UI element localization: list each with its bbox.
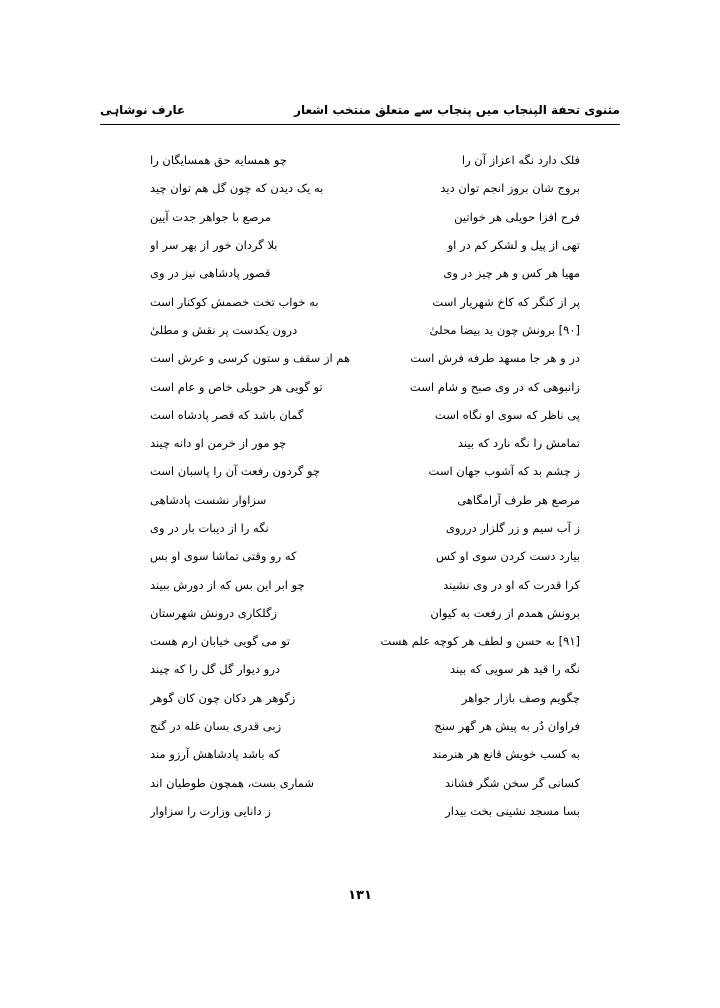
couplet-second-hemistich: چو مور از خرمن او دانه چیند: [150, 436, 287, 451]
couplet-second-hemistich: مرصع با جواهر جدت آیین: [150, 209, 271, 224]
couplet-first-hemistich: نگه را قید هر سویی که بیند: [450, 662, 580, 677]
header-author: عارف نوشاہی: [100, 103, 186, 117]
couplet-first-hemistich: چگویم وصف بازار جواهر: [461, 690, 580, 705]
couplet-row: [150, 174, 580, 202]
couplet-row: [150, 372, 580, 400]
couplet-first-hemistich: به کسب خویش قانع هر هنرمند: [432, 747, 580, 762]
couplet-row: [150, 712, 580, 740]
couplet-row: [150, 203, 580, 231]
couplet-row: [150, 316, 580, 344]
couplet-first-hemistich: فلک دارد نگه اعزاز آن را: [461, 153, 580, 168]
poem-body: [150, 146, 580, 825]
couplet-second-hemistich: تو می گویی خیابان ارم هست: [150, 634, 291, 649]
couplet-first-hemistich: پر از کنگر که کاخ شهریار است: [432, 294, 580, 309]
couplet-second-hemistich: درون یکدست پر نقش و مطلیٰ: [150, 322, 298, 337]
couplet-first-hemistich: [۹۱] به حسن و لطف هر کوچه علم هست: [380, 634, 580, 649]
couplet-first-hemistich: بروج شان بروز انجم توان دید: [440, 181, 580, 196]
couplet-first-hemistich: فرح افزا حویلی هر خواتین: [454, 209, 580, 224]
couplet-second-hemistich: قصور پادشاهی نیز در وی: [150, 266, 271, 281]
couplet-second-hemistich: به یک دیدن که چون گل هم توان چید: [150, 181, 324, 196]
couplet-first-hemistich: ز آب سیم و زر گلزار درروی: [445, 521, 580, 535]
couplet-row: [150, 627, 580, 655]
couplet-second-hemistich: چو ابر این بس که از دورش ببیند: [150, 577, 305, 592]
couplet-row: [150, 231, 580, 259]
couplet-second-hemistich: زگوهر هر دکان چون کان گوهر: [150, 690, 296, 705]
couplet-second-hemistich: هم از سقف و ستون کرسی و عرش است: [150, 351, 351, 366]
couplet-first-hemistich: کرا قدرت که او در وی نشیند: [443, 577, 580, 592]
couplet-row: [150, 655, 580, 683]
couplet-second-hemistich: که باشد پادشاهش آرزو مند: [150, 747, 280, 762]
page-number: ۱۳۱: [348, 888, 372, 903]
couplet-second-hemistich: گمان باشد که قصر پادشاه است: [150, 407, 304, 422]
couplet-first-hemistich: پی ناظر که سوی او نگاه است: [434, 407, 580, 422]
couplet-second-hemistich: به خواب تخت خصمش کوکنار است: [150, 294, 319, 309]
couplet-second-hemistich: که رو وقتی تماشا سوی او بس: [150, 549, 297, 564]
header-title: مثنوی تحفة الپنجاب میں پنجاب سے متعلق منتخب اشعار: [294, 103, 620, 117]
couplet-second-hemistich: تو گویی هر حویلی خاص و عام است: [150, 379, 323, 394]
couplet-first-hemistich: بسا مسجد نشینی بخت بیدار: [445, 803, 580, 818]
couplet-first-hemistich: برونش همدم از رفعت به کیوان: [430, 605, 580, 620]
couplet-row: [150, 740, 580, 768]
couplet-first-hemistich: کسانی گر سخن شگر فشاند: [444, 775, 580, 790]
couplet-first-hemistich: [۹۰] برونش چون ید بیضا محلیٰ: [429, 322, 580, 337]
couplet-first-hemistich: فراوان دُر به پیش هر گهر سنج: [434, 719, 580, 734]
couplet-first-hemistich: زانبوهی که در وی صبح و شام است: [409, 379, 580, 394]
couplet-second-hemistich: چو گردون رفعت آن را پاسبان است: [150, 464, 321, 479]
couplet-row: [150, 146, 580, 174]
couplet-second-hemistich: بلا گردان خور از بهر سر او: [150, 238, 278, 253]
couplet-first-hemistich: تهی از پیل و لشکر کم در او: [447, 238, 580, 253]
couplet-row: [150, 486, 580, 514]
running-header: [100, 96, 620, 125]
couplet-row: [150, 570, 580, 598]
couplet-row: [150, 401, 580, 429]
couplet-row: [150, 259, 580, 287]
couplet-row: [150, 457, 580, 485]
couplet-second-hemistich: زبی قدری بسانِ غله در گنج: [150, 719, 282, 734]
couplet-first-hemistich: مهیا هر کس و هر چیز در وی: [443, 266, 580, 281]
couplet-row: [150, 287, 580, 315]
couplet-second-hemistich: ز دانایی وزارت را سزاوار: [150, 803, 271, 818]
couplet-row: [150, 514, 580, 542]
couplet-row: [150, 797, 580, 825]
couplet-first-hemistich: تمامش را نگه نارد که بیند: [457, 436, 580, 451]
couplet-first-hemistich: بیارد دست کردن سوی او کس: [435, 549, 580, 564]
couplet-row: [150, 542, 580, 570]
couplet-row: [150, 344, 580, 372]
couplet-first-hemistich: مرصع هر طرف آرامگاهی: [457, 492, 580, 507]
couplet-first-hemistich: ز چشم بد که آشوب جهان است: [428, 464, 580, 479]
couplet-row: [150, 684, 580, 712]
couplet-second-hemistich: شماری بست، همچون طوطیان اند: [150, 775, 315, 790]
couplet-second-hemistich: زگلکاری درونش شهرستان: [150, 605, 277, 620]
couplet-row: [150, 599, 580, 627]
couplet-first-hemistich: در و هر جا مسهد طرفه فرش است: [410, 351, 580, 366]
couplet-row: [150, 769, 580, 797]
couplet-second-hemistich: چو همسایه حق همسایگان را: [150, 153, 287, 168]
couplet-row: [150, 429, 580, 457]
couplet-second-hemistich: نگه را از دیبات بار در وی: [150, 521, 269, 535]
couplet-second-hemistich: سزاوار نشست پادشاهی: [150, 492, 267, 507]
couplet-second-hemistich: درو دیوار گل گل را که چیند: [150, 662, 281, 677]
